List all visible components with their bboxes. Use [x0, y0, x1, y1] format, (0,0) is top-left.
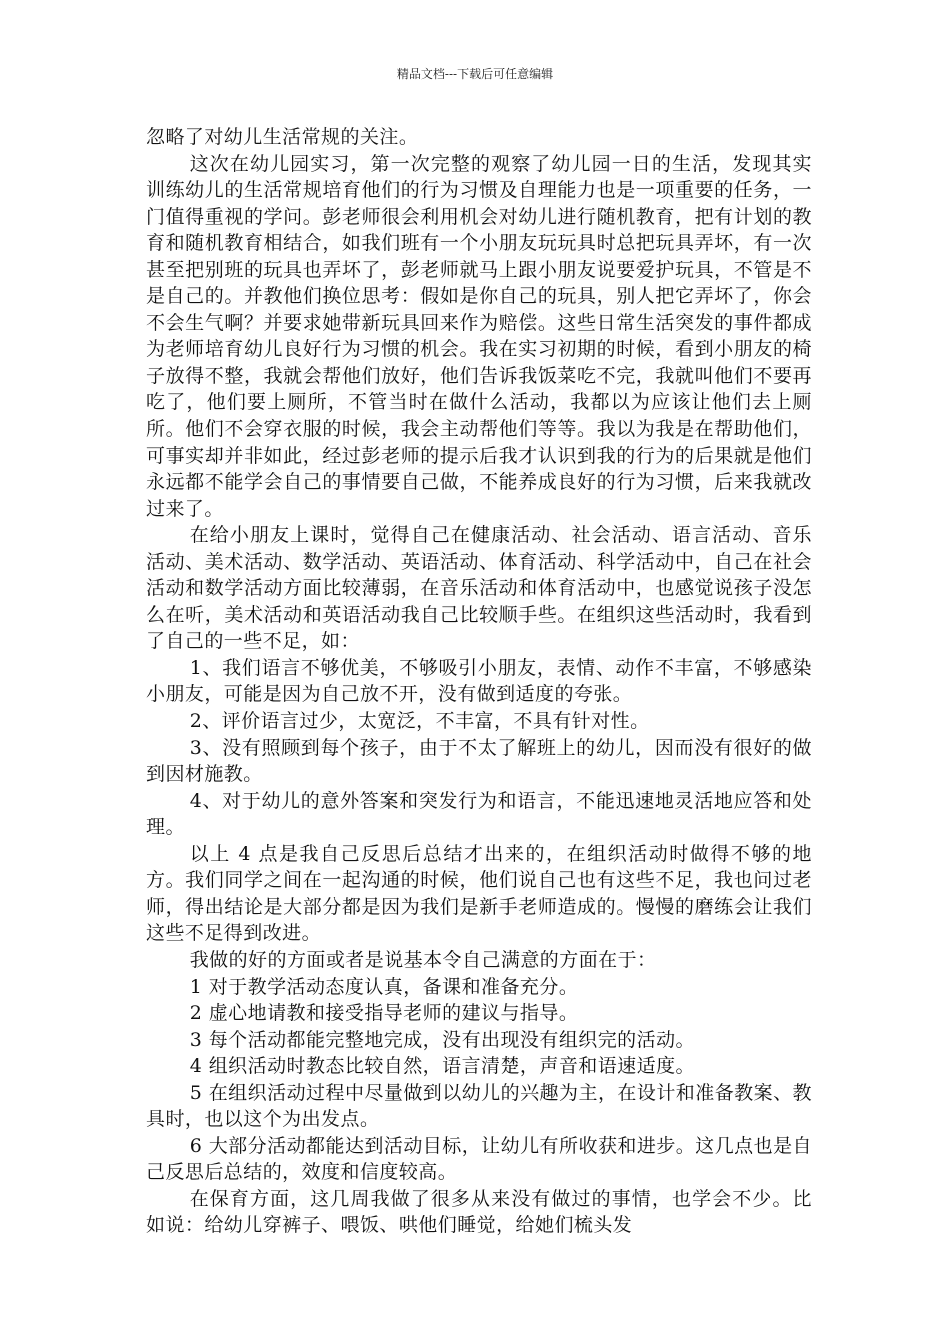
- paragraph-2: 这次在幼儿园实习，第一次完整的观察了幼儿园一日的生活，发现其实训练幼儿的生活常规培育他们的行为习惯及自理能力也是一项重要的任务，一门值得重视的学问。彭老师很会利用机会对幼儿进行随机教育，把有计划的教育和随机教育相结合，如我们班有一个小朋友玩玩具时总把玩具弄坏，有一次甚至把别班的玩具也弄坏了，彭老师就马上跟小朋友说要爱护玩具，不管是不是自己的。并教他们换位思考：假如是你自己的玩具，别人把它弄坏了，你会不会生气啊？并要求她带新玩具回来作为赔偿。这些日常生活突发的事件都成为老师培育幼儿良好行为习惯的机会。我在实习初期的时候，看到小朋友的椅子放得不整，我就会帮他们放好，他们告诉我饭菜吃不完，我就叫他们不要再吃了，他们要上厕所，不管当时在做什么活动，我都以为应该让他们去上厕所。他们不会穿衣服的时候，我会主动帮他们等等。我以为我是在帮助他们，可事实却并非如此，经过彭老师的提示后我才认识到我的行为的后果就是他们永远都不能学会自己的事情要自己做，不能养成良好的行为习惯，后来我就改过来了。: [146, 152, 812, 520]
- list-item-shortcoming-4: 4、对于幼儿的意外答案和突发行为和语言，不能迅速地灵活地应答和处理。: [146, 789, 812, 839]
- document-body: [146, 124, 812, 1239]
- list-item-strength-2: 2 虚心地请教和接受指导老师的建议与指导。: [189, 1002, 579, 1025]
- list-item-strength-4: 4 组织活动时教态比较自然，语言清楚，声音和语速适度。: [189, 1055, 695, 1078]
- paragraph-3: 在给小朋友上课时，觉得自己在健康活动、社会活动、语言活动、音乐活动、美术活动、数学活动、英语活动、体育活动、科学活动中，自己在社会活动和数学活动方面比较薄弱，在音乐活动和体育活动中，也感觉说孩子没怎么在听，美术活动和英语活动我自己比较顺手些。在组织这些活动时，我看到了自己的一些不足，如：: [146, 524, 812, 653]
- list-item-shortcoming-3: 3、没有照顾到每个孩子，由于不太了解班上的幼儿，因而没有很好的做到因材施教。: [146, 736, 812, 786]
- paragraph-strengths-intro: 我做的好的方面或者是说基本令自己满意的方面在于：: [189, 948, 657, 971]
- paragraph-1: 忽略了对幼儿生活常规的关注。: [146, 126, 419, 148]
- list-item-shortcoming-1: 1、我们语言不够优美，不够吸引小朋友，表情、动作不丰富，不够感染小朋友，可能是因为自己放不开，没有做到适度的夸张。: [146, 656, 812, 706]
- paragraph-care: 在保育方面，这几周我做了很多从来没有做过的事情，也学会不少。比如说：给幼儿穿裤子、喂饭、哄他们睡觉，给她们梳头发: [146, 1187, 812, 1237]
- page-header: 精品文档---下载后可任意编辑: [396, 67, 554, 81]
- paragraph-summary: 以上 4 点是我自己反思后总结才出来的，在组织活动时做得不够的地方。我们同学之间在一起沟通的时候，他们说自己也有这些不足，我也问过老师，得出结论是大部分都是因为我们是新手老师造成的。慢慢的磨练会让我们这些不足得到改进。: [146, 842, 812, 945]
- list-item-shortcoming-2: 2、评价语言过少，太宽泛，不丰富，不具有针对性。: [189, 710, 650, 733]
- list-item-strength-6: 6 大部分活动都能达到活动目标，让幼儿有所收获和进步。这几点也是自己反思后总结的，效度和信度较高。: [146, 1134, 812, 1184]
- list-item-strength-1: 1 对于教学活动态度认真，备课和准备充分。: [189, 975, 579, 998]
- list-item-strength-5: 5 在组织活动过程中尽量做到以幼儿的兴趣为主，在设计和准备教案、教具时，也以这个为出发点。: [146, 1081, 812, 1131]
- list-item-strength-3: 3 每个活动都能完整地完成，没有出现没有组织完的活动。: [189, 1028, 695, 1051]
